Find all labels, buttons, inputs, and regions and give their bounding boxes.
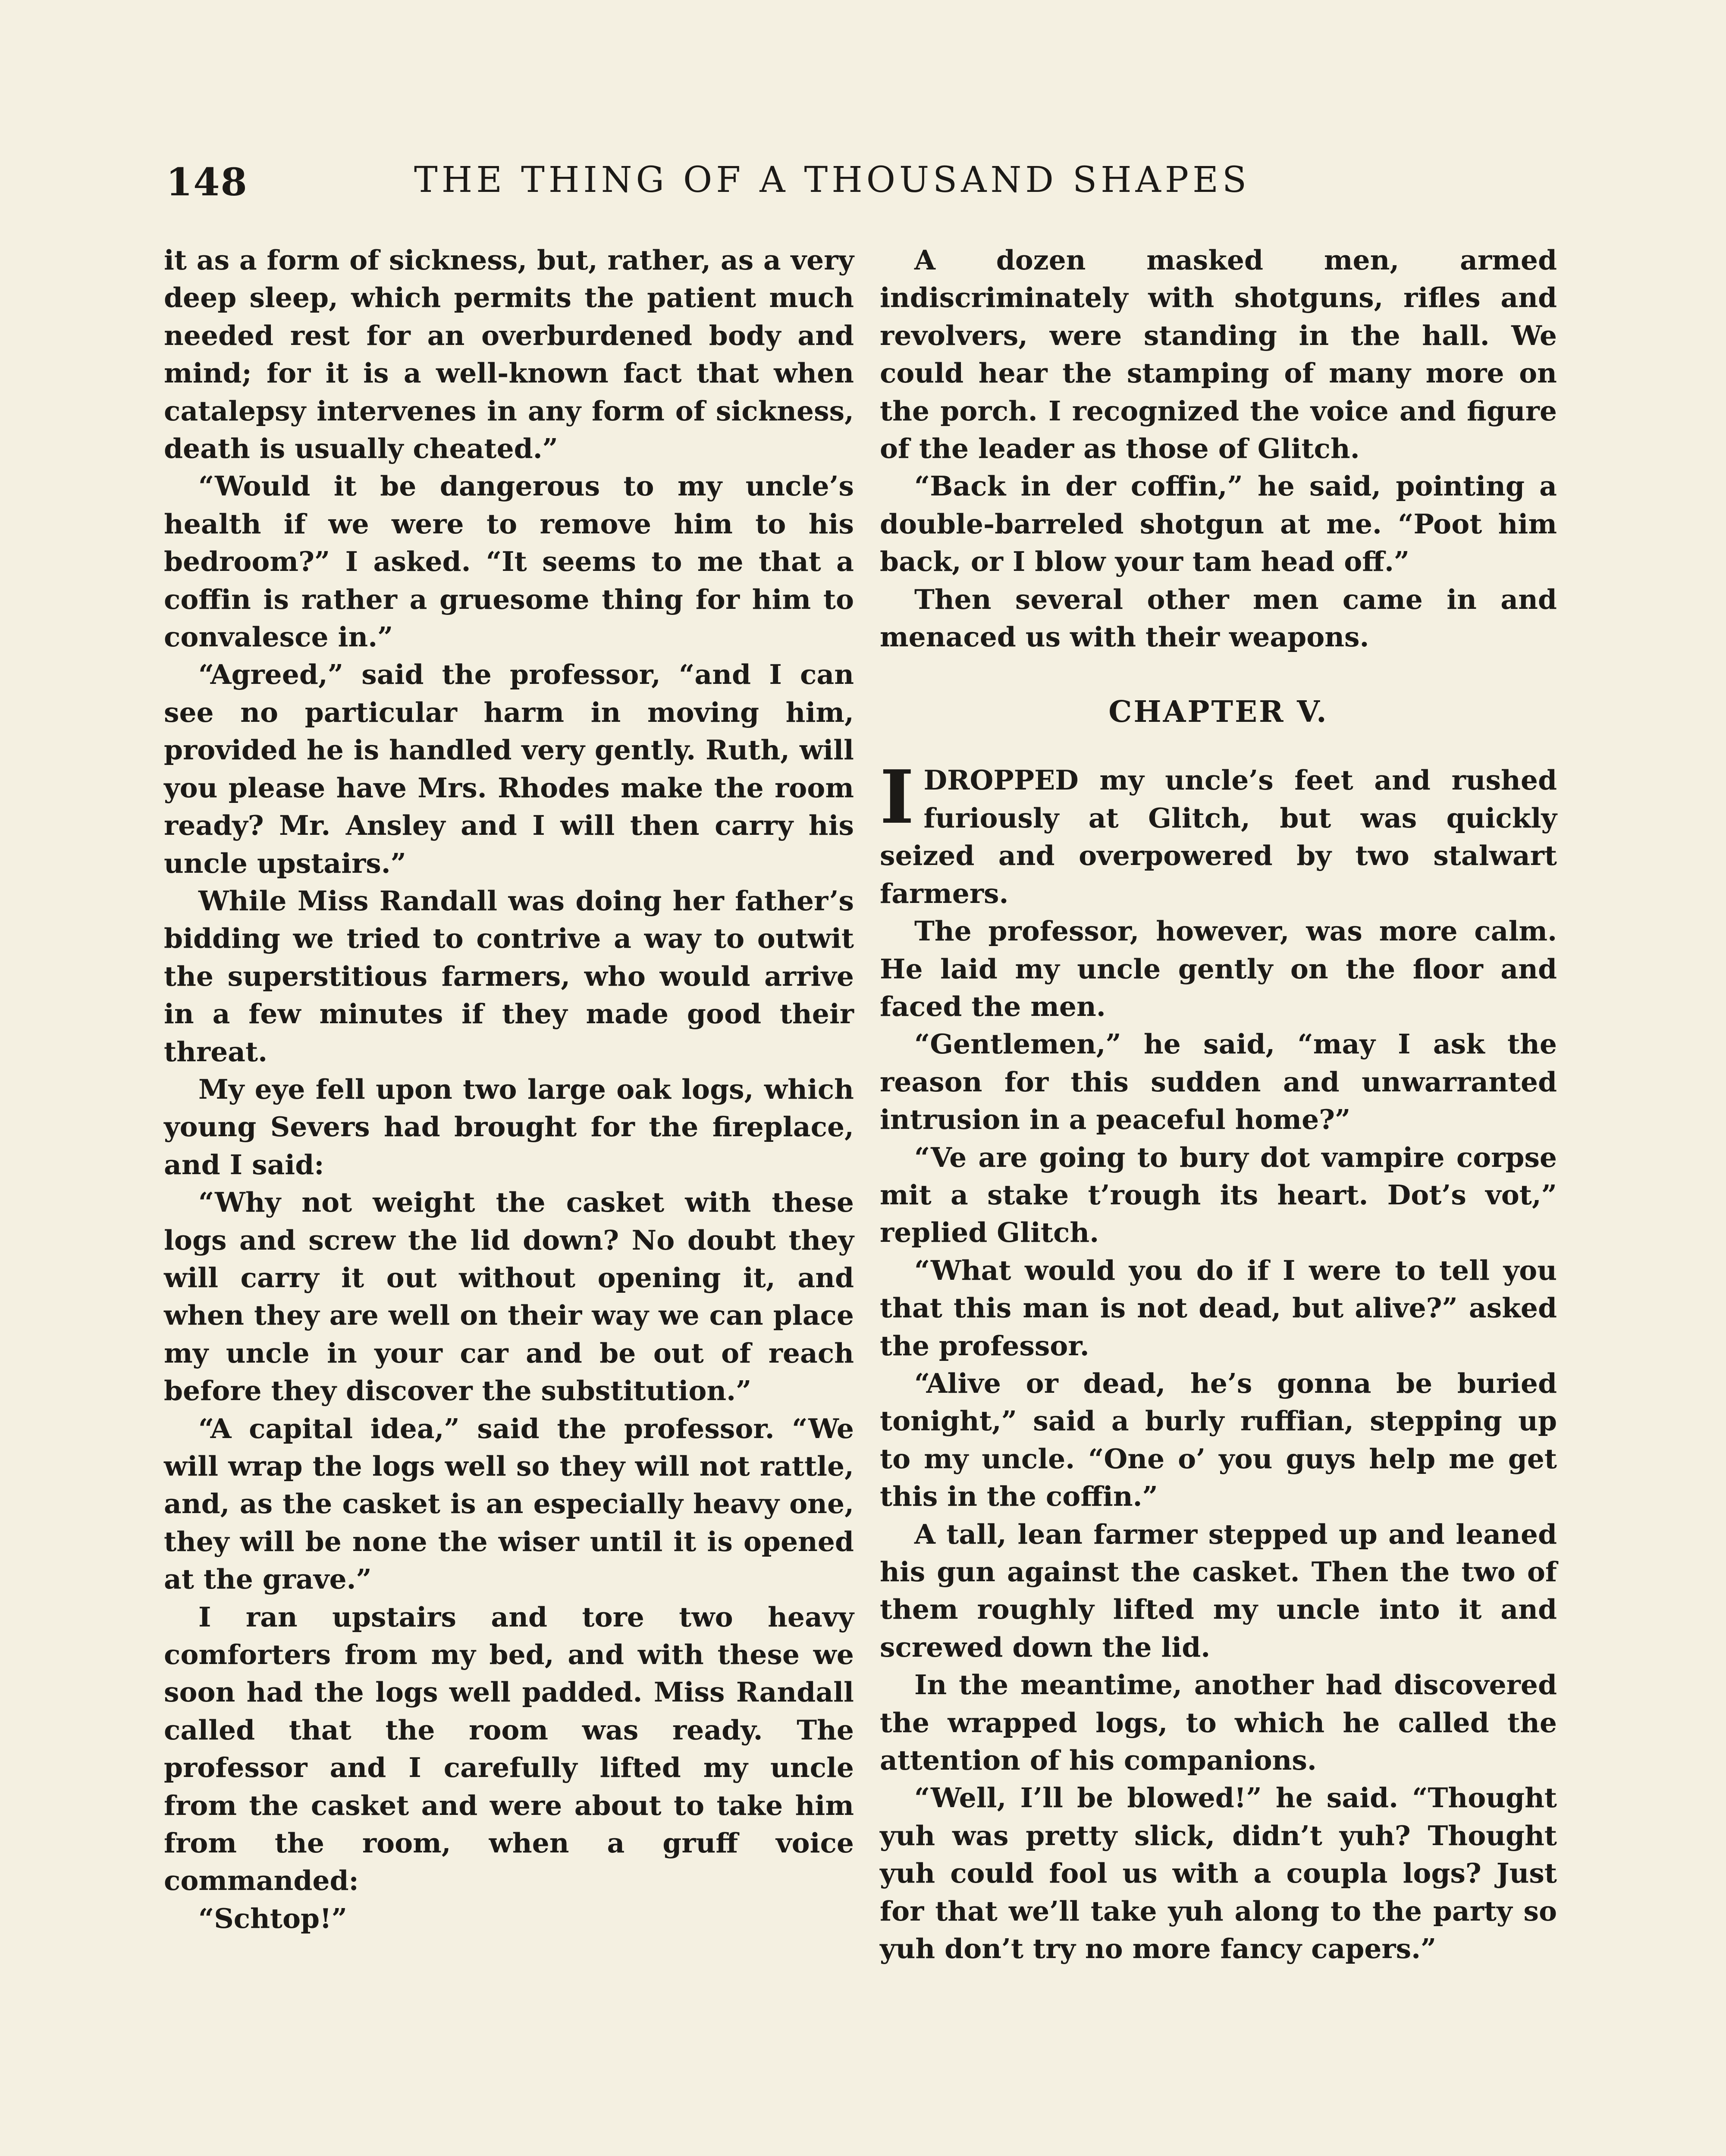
- paragraph: My eye fell upon two large oak logs, which young Severs had brought for the fireplace, and I said:: [164, 1073, 854, 1181]
- chapter-opening-paragraph: [880, 754, 1557, 912]
- paragraph: “Ve are going to bury dot vampire corpse mit a stake t’rough its heart. Dot’s vot,” replied Glitch.: [880, 1141, 1557, 1249]
- paragraph: The professor, however, was more calm. He laid my uncle gently on the floor and faced the men.: [880, 915, 1557, 1022]
- chapter-opening-text: DROPPED my uncle’s feet and rushed furiously at Glitch, but was quickly seized and overpowered by two stalwart farmers.: [880, 764, 1557, 909]
- paragraph: “Why not weight the casket with these logs and screw the lid down? No doubt they will carry it out without opening it, and when they are well on their way we can place my uncle in your car and be out of reach before they discover the substitution.”: [164, 1186, 854, 1407]
- paragraph: “A capital idea,” said the professor. “We will wrap the logs well so they will not rattle, and, as the casket is an especially heavy one, they will be none the wiser until it is opened at the grave.”: [164, 1412, 854, 1595]
- paragraph: Then several other men came in and menaced us with their weapons.: [880, 583, 1557, 653]
- paragraph: “Agreed,” said the professor, “and I can see no particular harm in moving him, provided he is handled very gently. Ruth, will you please have Mrs. Rhodes make the room ready? Mr. Ansley and I will then carry his uncle upstairs.”: [164, 658, 854, 879]
- paragraph: “Gentlemen,” he said, “may I ask the reason for this sudden and unwarranted intrusion in a peaceful home?”: [880, 1028, 1557, 1136]
- left-column: [164, 241, 854, 1937]
- paragraph: A tall, lean farmer stepped up and leaned his gun against the casket. Then the two of them roughly lifted my uncle into it and screwed down the lid.: [880, 1518, 1557, 1663]
- chapter-heading: CHAPTER V.: [1108, 695, 1328, 730]
- paragraph: “What would you do if I were to tell you that this man is not dead, but alive?” asked the professor.: [880, 1254, 1557, 1362]
- paragraph: A dozen masked men, armed indiscriminately with shotguns, rifles and revolvers, were standing in the hall. We could hear the stamping of many more on the porch. I recognized the voice and figure of the leader as those of Glitch.: [880, 244, 1557, 465]
- paragraph: “Alive or dead, he’s gonna be buried tonight,” said a burly ruffian, stepping up to my uncle. “One o’ you guys help me get this in the coffin.”: [880, 1367, 1557, 1513]
- running-head: THE THING OF A THOUSAND SHAPES: [414, 160, 1251, 201]
- paragraph: I ran upstairs and tore two heavy comforters from my bed, and with these we soon had the logs well padded. Miss Randall called that the room was ready. The professor and I carefully lifted my uncle from the casket and were about to take him from the room, when a gruff voice commanded:: [164, 1601, 854, 1897]
- drop-cap: I: [880, 754, 914, 841]
- paragraph: it as a form of sickness, but, rather, as a very deep sleep, which permits the patient much needed rest for an overburdened body and mind; for it is a well-known fact that when catalepsy intervenes in any form of sickness, death is usually cheated.”: [164, 244, 854, 465]
- page-number: 148: [166, 160, 248, 204]
- paragraph: “Back in der coffin,” he said, pointing a double-barreled shotgun at me. “Poot him back, or I blow your tam head off.”: [880, 470, 1557, 578]
- paragraph: In the meantime, another had discovered the wrapped logs, to which he called the attention of his companions.: [880, 1669, 1557, 1777]
- paragraph: “Would it be dangerous to my uncle’s health if we were to remove him to his bedroom?” I asked. “It seems to me that a coffin is rather a gruesome thing for him to convalesce in.”: [164, 470, 854, 653]
- paragraph: While Miss Randall was doing her father’s bidding we tried to contrive a way to outwit the superstitious farmers, who would arrive in a few minutes if they made good their threat.: [164, 884, 854, 1068]
- paragraph: “Well, I’ll be blowed!” he said. “Thought yuh was pretty slick, didn’t yuh? Thought yuh could fool us with a coupla logs? Just for that we’ll take yuh along to the party so yuh don’t try no more fancy capers.”: [880, 1782, 1557, 1965]
- right-column: [880, 241, 1557, 1968]
- paragraph: “Schtop!”: [198, 1902, 347, 1934]
